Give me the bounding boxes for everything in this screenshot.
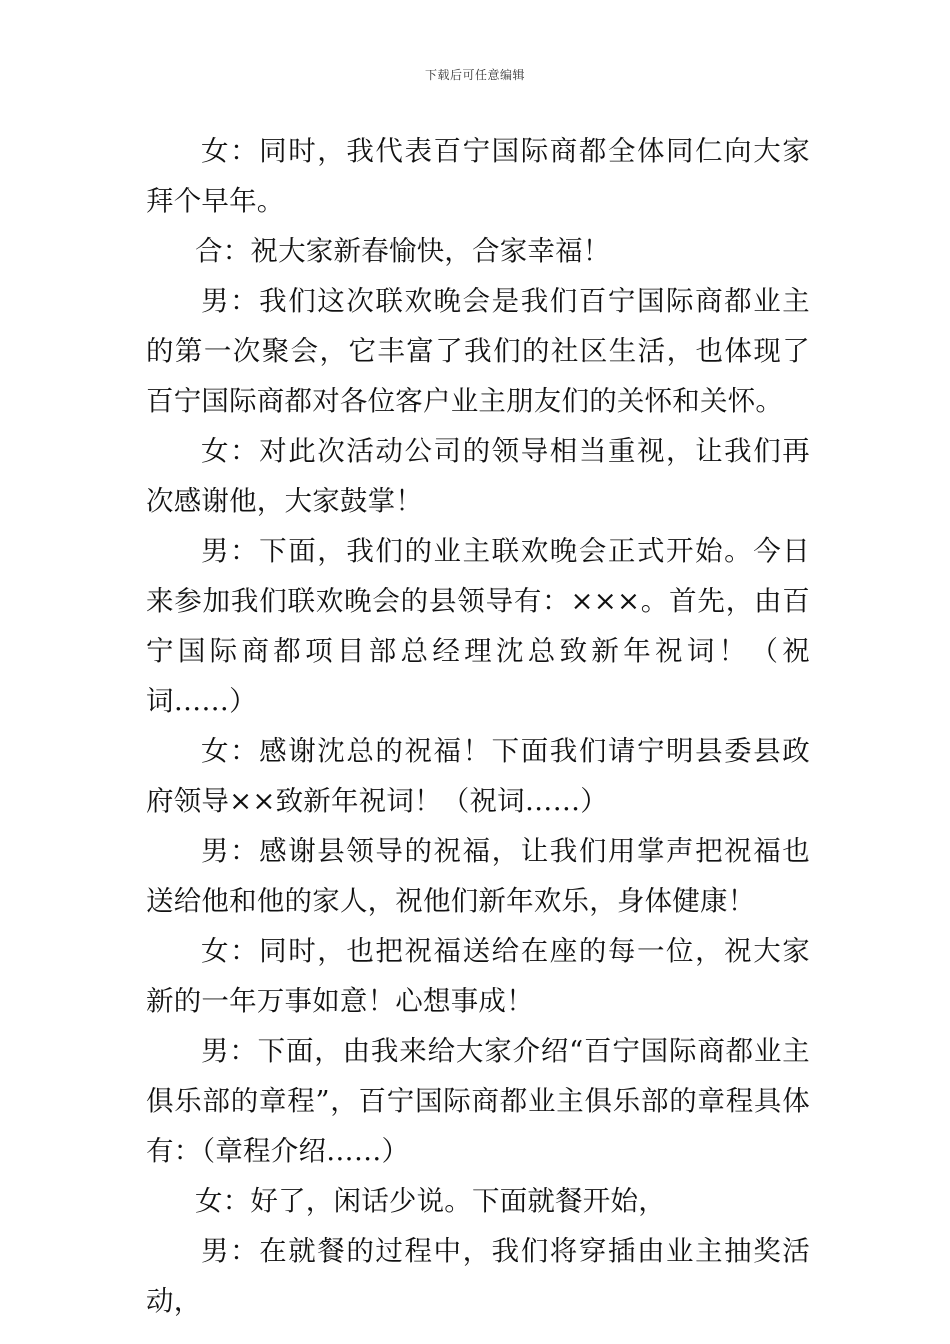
paragraph: 女：对此次活动公司的领导相当重视，让我们再次感谢他，大家鼓掌！ <box>146 435 810 517</box>
paragraph: 合：祝大家新春愉快，合家幸福！ <box>195 235 611 267</box>
paragraph: 女：好了，闲话少说。下面就餐开始， <box>195 1185 666 1217</box>
paragraph: 男：下面，由我来给大家介绍“百宁国际商都业主俱乐部的章程”，百宁国际商都业主俱乐部的章程具体有：（章程介绍……） <box>146 1035 810 1167</box>
paragraph: 男：下面，我们的业主联欢晚会正式开始。今日来参加我们联欢晚会的县领导有：×××。首先，由百宁国际商都项目部总经理沈总致新年祝词！（祝词……） <box>146 535 810 717</box>
document-body <box>146 126 810 1326</box>
paragraph: 女：感谢沈总的祝福！下面我们请宁明县委县政府领导××致新年祝词！（祝词……） <box>146 735 810 817</box>
header-note: 下载后可任意编辑 <box>424 68 525 82</box>
paragraph: 男：在就餐的过程中，我们将穿插由业主抽奖活动， <box>146 1235 810 1317</box>
paragraph: 女：同时，我代表百宁国际商都全体同仁向大家拜个早年。 <box>146 135 810 217</box>
paragraph: 男：我们这次联欢晚会是我们百宁国际商都业主的第一次聚会，它丰富了我们的社区生活，也体现了百宁国际商都对各位客户业主朋友们的关怀和关怀。 <box>146 285 810 417</box>
paragraph: 男：感谢县领导的祝福，让我们用掌声把祝福也送给他和他的家人，祝他们新年欢乐，身体健康！ <box>146 835 810 917</box>
paragraph: 女：同时，也把祝福送给在座的每一位，祝大家新的一年万事如意！心想事成！ <box>146 935 810 1017</box>
